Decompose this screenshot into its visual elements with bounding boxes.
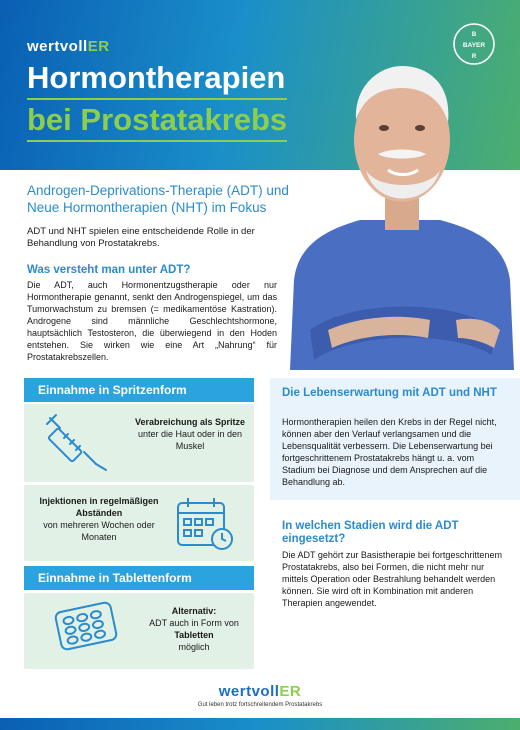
brand-logo: wertvollER <box>27 38 110 55</box>
calendar-icon <box>174 495 236 551</box>
svg-text:B: B <box>471 32 477 38</box>
title-underline <box>27 98 287 100</box>
injection-card-text: Verabreichung als Spritze unter die Haut oder in den Muskel <box>134 417 246 451</box>
adt-section-text: Die ADT, auch Hormonentzugstherapie oder nur Hormontherapie genannt, senkt den Androgenspiegel, um das Tumorwachstum zu bremsen (= medikamentöse Kastration). Androgene sind männliche Geschlechtshormone, hauptsächlich Testosteron, die überwiegend in den Hoden entstehen. Sie wirken wie eine Art „Nahrung“ für Prostatakrebszellen. <box>27 280 277 362</box>
svg-text:R: R <box>471 54 477 60</box>
intro-text: ADT und NHT spielen eine entscheidende Rolle in der Behandlung von Prostatakrebs. <box>27 226 255 249</box>
footer-bar <box>0 718 520 730</box>
tablet-card-text: Alternativ: ADT auch in Form von Tabletten möglich <box>149 606 239 652</box>
tablet-panel-title: Einnahme in Tablettenform <box>24 566 254 590</box>
life-expectancy-heading: Die Lebenserwartung mit ADT und NHT <box>282 387 497 399</box>
svg-text:BAYER: BAYER <box>462 42 486 49</box>
injection-card <box>24 404 254 482</box>
senior-man-photo <box>280 30 520 370</box>
title-underline <box>27 140 287 142</box>
footer-brand-logo: wertvollER <box>218 683 302 700</box>
footer-tagline: Gut leben trotz fortschreitendem Prostatakrebs <box>197 702 323 708</box>
tablet-blister-icon <box>52 601 124 661</box>
adt-section-heading: Was versteht man unter ADT? <box>27 264 191 276</box>
injection-panel-title: Einnahme in Spritzenform <box>24 378 254 402</box>
stages-heading: In welchen Stadien wird die ADT eingesetzt? <box>282 520 459 545</box>
tablet-card <box>24 593 254 669</box>
page-title-line2: bei Prostatakrebs <box>27 102 288 137</box>
stages-text: Die ADT gehört zur Basistherapie bei fortgeschrittenem Prostatakrebs, also bei Formen, die nicht mehr nur mittels Operation oder Bestrahlung behandelt werden können. Sie wird oft in Kombination mit anderen Therapien angewendet. <box>282 550 502 608</box>
intro-heading: Androgen-Deprivations-Therapie (ADT) und Neue Hormontherapien (NHT) im Fokus <box>27 183 289 215</box>
schedule-card <box>24 485 254 561</box>
life-expectancy-text: Hormontherapien heilen den Krebs in der Regel nicht, können aber den Verlauf verlangsamen und die Lebensqualität verbessern. Die Lebenserwartung bei fortgeschrittenem Prostatakrebs hängt u. a. vom Stadium bei Diagnose und dem Ansprechen auf die Behandlung ab. <box>282 417 497 487</box>
schedule-card-text: Injektionen in regelmäßigen Abständen von mehreren Wochen oder Monaten <box>39 496 159 542</box>
syringe-icon <box>44 412 114 474</box>
page-title-line1: Hormontherapien <box>27 60 286 95</box>
